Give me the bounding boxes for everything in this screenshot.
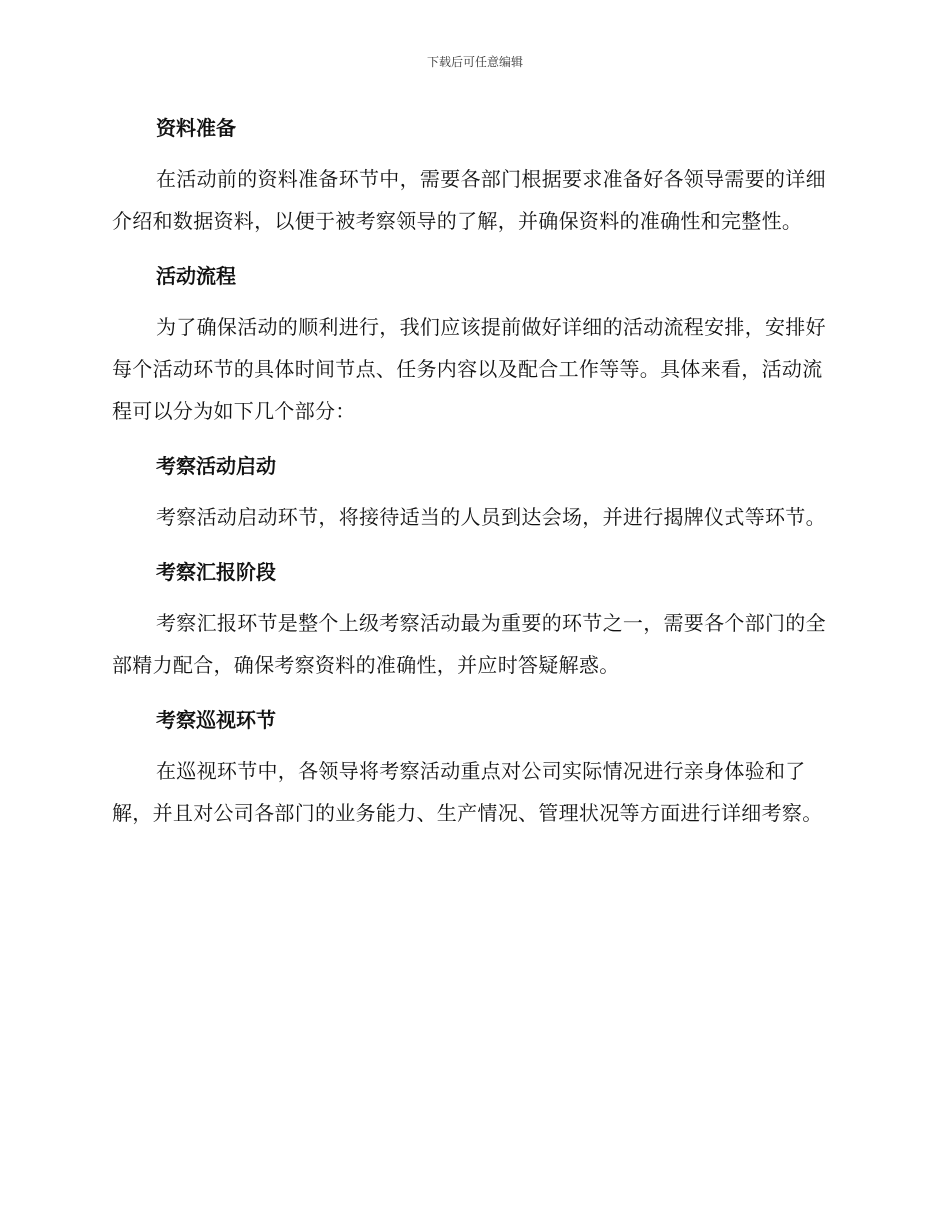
- document-body: [112, 108, 832, 848]
- section-materials: [112, 108, 832, 242]
- section-inspection-start: [112, 446, 832, 538]
- section-inspection-report: [112, 552, 832, 686]
- section-heading: 资料准备: [156, 116, 236, 140]
- section-paragraph: 为了确保活动的顺利进行，我们应该提前做好详细的活动流程安排，安排好每个活动环节的具体时间节点、任务内容以及配合工作等等。具体来看，活动流程可以分为如下几个部分：: [112, 315, 826, 423]
- section-paragraph: 考察活动启动环节，将接待适当的人员到达会场，并进行揭牌仪式等环节。: [156, 505, 826, 529]
- section-heading: 考察巡视环节: [156, 708, 276, 732]
- section-activity-process: [112, 256, 832, 432]
- section-heading: 考察汇报阶段: [156, 560, 276, 584]
- section-heading: 考察活动启动: [156, 454, 276, 478]
- section-paragraph: 在活动前的资料准备环节中，需要各部门根据要求准备好各领导需要的详细介绍和数据资料，以便于被考察领导的了解，并确保资料的准确性和完整性。: [112, 167, 826, 233]
- section-heading: 活动流程: [156, 264, 236, 288]
- section-paragraph: 在巡视环节中，各领导将考察活动重点对公司实际情况进行亲身体验和了解，并且对公司各部门的业务能力、生产情况、管理状况等方面进行详细考察。: [112, 759, 823, 825]
- page-header: 下载后可任意编辑: [426, 55, 523, 69]
- section-paragraph: 考察汇报环节是整个上级考察活动最为重要的环节之一，需要各个部门的全部精力配合，确保考察资料的准确性，并应时答疑解惑。: [112, 611, 826, 677]
- section-inspection-tour: [112, 700, 832, 834]
